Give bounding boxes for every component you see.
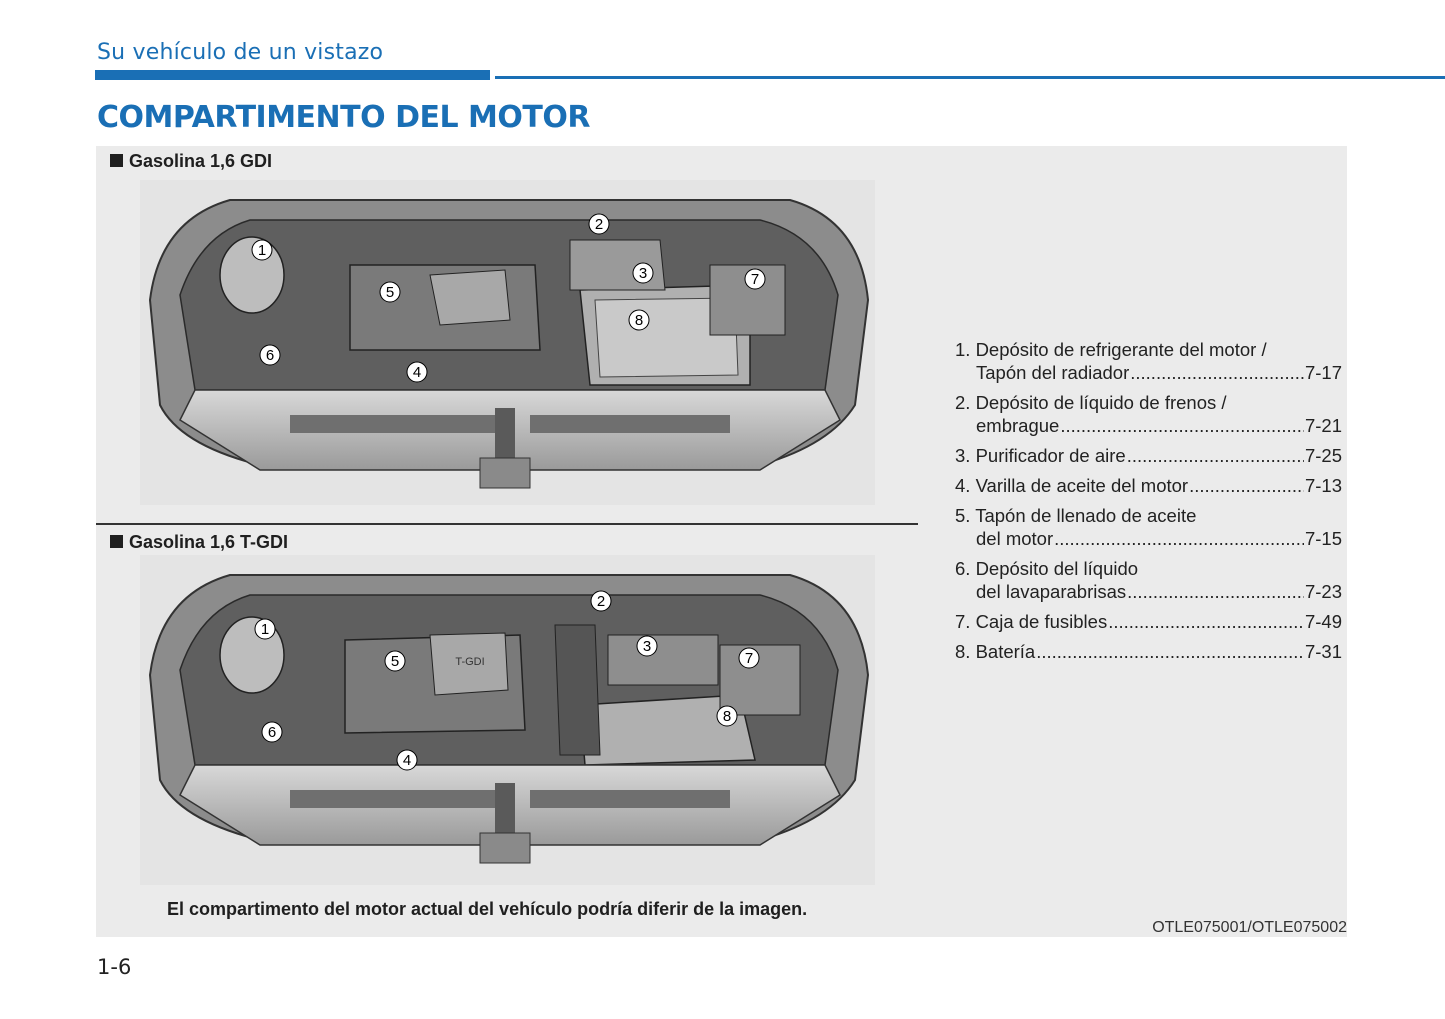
callout-4: [407, 362, 427, 382]
legend-item-label-cont: embrague: [976, 415, 1060, 436]
svg-text:7: 7: [750, 271, 760, 288]
engine-illustration-gdi: [140, 180, 875, 505]
callout-3: [637, 636, 657, 656]
legend-item: [955, 474, 1342, 497]
callout-2: [589, 214, 609, 234]
callout-7: [745, 269, 765, 289]
page-title: COMPARTIMENTO DEL MOTOR: [97, 100, 590, 135]
legend-page-ref: 7-21: [1304, 415, 1342, 436]
svg-text:7: 7: [744, 650, 754, 667]
figure-caption-gdi: [110, 151, 272, 172]
header-rule-thick: [95, 70, 490, 80]
legend-page-ref: 7-23: [1304, 581, 1342, 602]
svg-text:2: 2: [594, 216, 604, 233]
section-header: Su vehículo de un vistazo: [97, 40, 384, 65]
callout-4: [397, 750, 417, 770]
legend-item-label: 4. Varilla de aceite del motor: [955, 475, 1189, 496]
legend-item: [955, 391, 1342, 437]
svg-text:2: 2: [596, 593, 606, 610]
legend-item: [955, 444, 1342, 467]
callout-1: [252, 240, 272, 260]
engine-cover-label: T-GDI: [455, 656, 485, 668]
callout-6: [262, 722, 282, 742]
svg-text:6: 6: [265, 347, 275, 364]
svg-text:6: 6: [267, 724, 277, 741]
legend-page-ref: 7-31: [1304, 641, 1342, 662]
callout-8: [629, 310, 649, 330]
callout-6: [260, 345, 280, 365]
svg-text:5: 5: [390, 653, 400, 670]
header-rule-thin: [495, 76, 1445, 79]
figure-divider: [96, 523, 918, 525]
legend-page-ref: 7-15: [1304, 528, 1342, 549]
svg-text:8: 8: [722, 708, 732, 725]
legend-item: [955, 640, 1342, 663]
svg-text:3: 3: [638, 265, 648, 282]
svg-text:4: 4: [412, 364, 422, 381]
legend-item-label: 7. Caja de fusibles: [955, 611, 1108, 632]
legend-item: [955, 610, 1342, 633]
legend-page-ref: 7-13: [1304, 475, 1342, 496]
svg-text:3: 3: [642, 638, 652, 655]
legend-item-label-cont: del lavaparabrisas: [976, 581, 1127, 602]
callout-5: [385, 651, 405, 671]
svg-text:4: 4: [402, 752, 412, 769]
page-number: 1-6: [97, 955, 132, 979]
legend-item-label-cont: del motor: [976, 528, 1054, 549]
callout-3: [633, 263, 653, 283]
legend-item-label: 3. Purificador de aire: [955, 445, 1126, 466]
legend-item-label: 2. Depósito de líquido de frenos /: [955, 392, 1227, 413]
caption-text: Gasolina 1,6 GDI: [129, 151, 273, 171]
legend-item-label: 8. Batería: [955, 641, 1036, 662]
legend-page-ref: 7-25: [1304, 445, 1342, 466]
square-bullet-icon: [110, 535, 123, 548]
legend-item-label: 1. Depósito de refrigerante del motor /: [955, 339, 1267, 360]
callout-7: [739, 648, 759, 668]
legend-item-label: 6. Depósito del líquido: [955, 558, 1139, 579]
figure-caption-tgdi: [110, 532, 288, 553]
callout-5: [380, 282, 400, 302]
legend-item: [955, 504, 1342, 550]
legend-page-ref: 7-49: [1304, 611, 1342, 632]
engine-illustration-tgdi: [140, 555, 875, 885]
callout-1: [255, 619, 275, 639]
svg-text:5: 5: [385, 284, 395, 301]
square-bullet-icon: [110, 154, 123, 167]
callout-2: [591, 591, 611, 611]
figure-note: El compartimento del motor actual del vehículo podría diferir de la imagen.: [167, 899, 808, 919]
svg-text:8: 8: [634, 312, 644, 329]
image-code: OTLE075001/OTLE075002: [1152, 919, 1347, 936]
legend-page-ref: 7-17: [1304, 362, 1342, 383]
svg-text:1: 1: [257, 242, 267, 259]
legend-list: [955, 338, 1342, 670]
legend-item: [955, 557, 1342, 603]
callout-8: [717, 706, 737, 726]
legend-item-label-cont: Tapón del radiador: [976, 362, 1130, 383]
legend-item-label: 5. Tapón de llenado de aceite: [955, 505, 1197, 526]
legend-item: [955, 338, 1342, 384]
caption-text: Gasolina 1,6 T-GDI: [129, 532, 289, 552]
svg-text:1: 1: [260, 621, 270, 638]
